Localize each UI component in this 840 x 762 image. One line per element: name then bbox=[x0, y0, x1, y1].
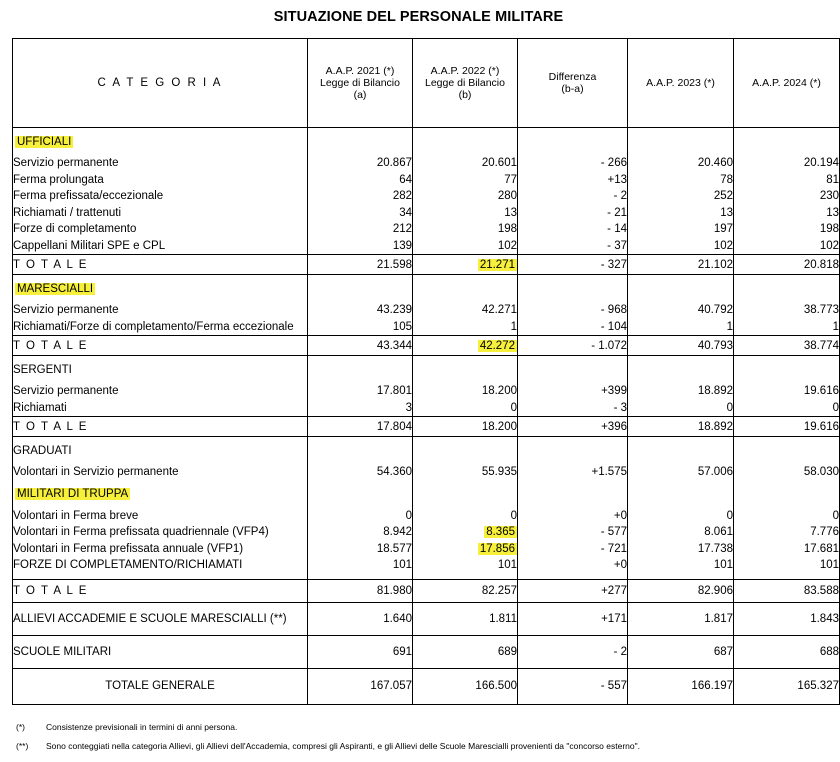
section-label: GRADUATI bbox=[13, 444, 72, 457]
total-row: T O T A L E 81.980 82.257 +277 82.906 83.588 bbox=[13, 579, 840, 602]
cell-value: 43.239 bbox=[308, 302, 413, 319]
cell-value: 198 bbox=[413, 221, 518, 238]
cell-value: - 968 bbox=[518, 302, 628, 319]
footnotes bbox=[16, 722, 831, 760]
table-row bbox=[13, 464, 840, 481]
cell-value: 20.867 bbox=[308, 155, 413, 172]
row-allievi: ALLIEVI ACCADEMIE E SCUOLE MARESCIALLI (**) 1.640 1.811 +171 1.817 1.843 bbox=[13, 602, 840, 635]
cell-value: - 577 bbox=[518, 524, 628, 541]
table-row bbox=[13, 238, 840, 255]
cell-value: - 266 bbox=[518, 155, 628, 172]
row-label: Forze di completamento bbox=[13, 221, 308, 238]
row-label: Volontari in Servizio permanente bbox=[13, 464, 308, 481]
cell-value: 1 bbox=[734, 319, 840, 336]
cell-value: 0 bbox=[308, 508, 413, 525]
cell-value: 0 bbox=[413, 400, 518, 417]
section-label: SERGENTI bbox=[13, 363, 72, 376]
cell-value: 17.681 bbox=[734, 541, 840, 558]
cell-value: 20.194 bbox=[734, 155, 840, 172]
cell-value: 18.200 bbox=[413, 383, 518, 400]
cell-value: 1 bbox=[628, 319, 734, 336]
section-militari-di-truppa bbox=[13, 486, 840, 503]
cell-value: - 721 bbox=[518, 541, 628, 558]
header-categoria: C A T E G O R I A bbox=[13, 39, 308, 128]
cell-value: 3 bbox=[308, 400, 413, 417]
cell-value: 0 bbox=[413, 508, 518, 525]
cell-value: 102 bbox=[413, 238, 518, 255]
table-row bbox=[13, 188, 840, 205]
cell-value: 77 bbox=[413, 172, 518, 189]
cell-value: 54.360 bbox=[308, 464, 413, 481]
cell-value: 102 bbox=[734, 238, 840, 255]
cell-value: 102 bbox=[628, 238, 734, 255]
cell-value: 139 bbox=[308, 238, 413, 255]
section-ufficiali bbox=[13, 133, 840, 150]
cell-value bbox=[413, 524, 518, 541]
row-label: Ferma prefissata/eccezionale bbox=[13, 188, 308, 205]
table-row bbox=[13, 319, 840, 336]
table-row bbox=[13, 383, 840, 400]
cell-value: - 3 bbox=[518, 400, 628, 417]
row-label: Cappellani Militari SPE e CPL bbox=[13, 238, 308, 255]
cell-value: +13 bbox=[518, 172, 628, 189]
table-row bbox=[13, 541, 840, 558]
cell-value: 38.773 bbox=[734, 302, 840, 319]
cell-value: 57.006 bbox=[628, 464, 734, 481]
row-label: Servizio permanente bbox=[13, 302, 308, 319]
section-label: UFFICIALI bbox=[17, 135, 72, 148]
cell-value: 212 bbox=[308, 221, 413, 238]
row-totale-generale: TOTALE GENERALE 167.057 166.500 - 557 166.197 165.327 bbox=[13, 668, 840, 704]
cell-value: - 104 bbox=[518, 319, 628, 336]
cell-value bbox=[413, 541, 518, 558]
table-row bbox=[13, 302, 840, 319]
cell-value: 280 bbox=[413, 188, 518, 205]
cell-value: 13 bbox=[413, 205, 518, 222]
section-graduati bbox=[13, 442, 840, 459]
cell-value: 78 bbox=[628, 172, 734, 189]
cell-value: 282 bbox=[308, 188, 413, 205]
section-label: MARESCIALLI bbox=[17, 282, 94, 295]
cell-value: +1.575 bbox=[518, 464, 628, 481]
table-row bbox=[13, 221, 840, 238]
footnote: (**) Sono conteggiati nella categoria Allievi, gli Allievi dell'Accademia, compresi gli Aspiranti, e gli Allievi delle Scuole Marescialli provenienti da "concorso esterno". bbox=[16, 741, 640, 751]
cell-value: 34 bbox=[308, 205, 413, 222]
cell-value: 230 bbox=[734, 188, 840, 205]
cell-value: 19.616 bbox=[734, 383, 840, 400]
cell-value: 252 bbox=[628, 188, 734, 205]
cell-value: 81 bbox=[734, 172, 840, 189]
cell-value: 20.460 bbox=[628, 155, 734, 172]
cell-value: - 21 bbox=[518, 205, 628, 222]
table-row bbox=[13, 508, 840, 525]
table-row bbox=[13, 172, 840, 189]
cell-value: +399 bbox=[518, 383, 628, 400]
table-row-forze-completamento: FORZE DI COMPLETAMENTO/RICHIAMATI 101 101 +0 101 101 bbox=[13, 557, 840, 574]
row-label: Ferma prolungata bbox=[13, 172, 308, 189]
section-marescialli bbox=[13, 280, 840, 297]
header-aap-2021: A.A.P. 2021 (*) Legge di Bilancio (a) bbox=[308, 39, 413, 128]
cell-value: 198 bbox=[734, 221, 840, 238]
cell-value: - 37 bbox=[518, 238, 628, 255]
table-row bbox=[13, 155, 840, 172]
cell-value: 64 bbox=[308, 172, 413, 189]
cell-value: 0 bbox=[734, 508, 840, 525]
header-aap-2022: A.A.P. 2022 (*) Legge di Bilancio (b) bbox=[413, 39, 518, 128]
table-row bbox=[13, 524, 840, 541]
row-label: Volontari in Ferma breve bbox=[13, 508, 308, 525]
row-label: Servizio permanente bbox=[13, 383, 308, 400]
cell-value: 58.030 bbox=[734, 464, 840, 481]
cell-value: 0 bbox=[628, 508, 734, 525]
row-label: Volontari in Ferma prefissata quadriennale (VFP4) bbox=[13, 524, 308, 541]
highlighted-value: 8.365 bbox=[486, 526, 515, 539]
row-scuole-militari: SCUOLE MILITARI 691 689 - 2 687 688 bbox=[13, 635, 840, 668]
cell-value: 1 bbox=[413, 319, 518, 336]
personnel-table bbox=[12, 38, 840, 705]
section-label: MILITARI DI TRUPPA bbox=[17, 488, 129, 500]
cell-value: 20.601 bbox=[413, 155, 518, 172]
cell-value: 105 bbox=[308, 319, 413, 336]
cell-value: 0 bbox=[734, 400, 840, 417]
row-label: Servizio permanente bbox=[13, 155, 308, 172]
cell-value: 8.061 bbox=[628, 524, 734, 541]
highlighted-value: 17.856 bbox=[479, 542, 515, 555]
table-row bbox=[13, 205, 840, 222]
footnote: (*) Consistenze previsionali in termini di anni persona. bbox=[16, 722, 238, 732]
row-label: Richiamati / trattenuti bbox=[13, 205, 308, 222]
total-row: T O T A L E 17.804 18.200 +396 18.892 19.616 bbox=[13, 417, 840, 437]
total-row: T O T A L E 43.344 42.272 - 1.072 40.793 38.774 bbox=[13, 336, 840, 356]
header-differenza: Differenza (b-a) bbox=[518, 39, 628, 128]
cell-value: 8.942 bbox=[308, 524, 413, 541]
cell-value: 18.892 bbox=[628, 383, 734, 400]
cell-value: - 14 bbox=[518, 221, 628, 238]
cell-value: 197 bbox=[628, 221, 734, 238]
cell-value: +0 bbox=[518, 508, 628, 525]
highlighted-value: 21.271 bbox=[479, 258, 515, 271]
cell-value: 42.271 bbox=[413, 302, 518, 319]
page-title: SITUAZIONE DEL PERSONALE MILITARE bbox=[273, 9, 564, 25]
cell-value: 55.935 bbox=[413, 464, 518, 481]
cell-value: 13 bbox=[734, 205, 840, 222]
cell-value: 13 bbox=[628, 205, 734, 222]
row-label: Richiamati/Forze di completamento/Ferma eccezionale bbox=[13, 319, 308, 336]
total-row: T O T A L E 21.598 21.271 - 327 21.102 20.818 bbox=[13, 255, 840, 275]
section-sergenti bbox=[13, 361, 840, 378]
cell-value: - 2 bbox=[518, 188, 628, 205]
cell-value: 17.801 bbox=[308, 383, 413, 400]
header-row bbox=[13, 39, 840, 128]
table-row bbox=[13, 400, 840, 417]
cell-value: 18.577 bbox=[308, 541, 413, 558]
cell-value: 17.738 bbox=[628, 541, 734, 558]
cell-value: 0 bbox=[628, 400, 734, 417]
cell-value: 7.776 bbox=[734, 524, 840, 541]
highlighted-value: 42.272 bbox=[479, 339, 515, 352]
header-aap-2023: A.A.P. 2023 (*) bbox=[628, 39, 734, 128]
cell-value: 40.792 bbox=[628, 302, 734, 319]
row-label: Volontari in Ferma prefissata annuale (VFP1) bbox=[13, 541, 308, 558]
row-label: Richiamati bbox=[13, 400, 308, 417]
header-aap-2024: A.A.P. 2024 (*) bbox=[734, 39, 840, 128]
